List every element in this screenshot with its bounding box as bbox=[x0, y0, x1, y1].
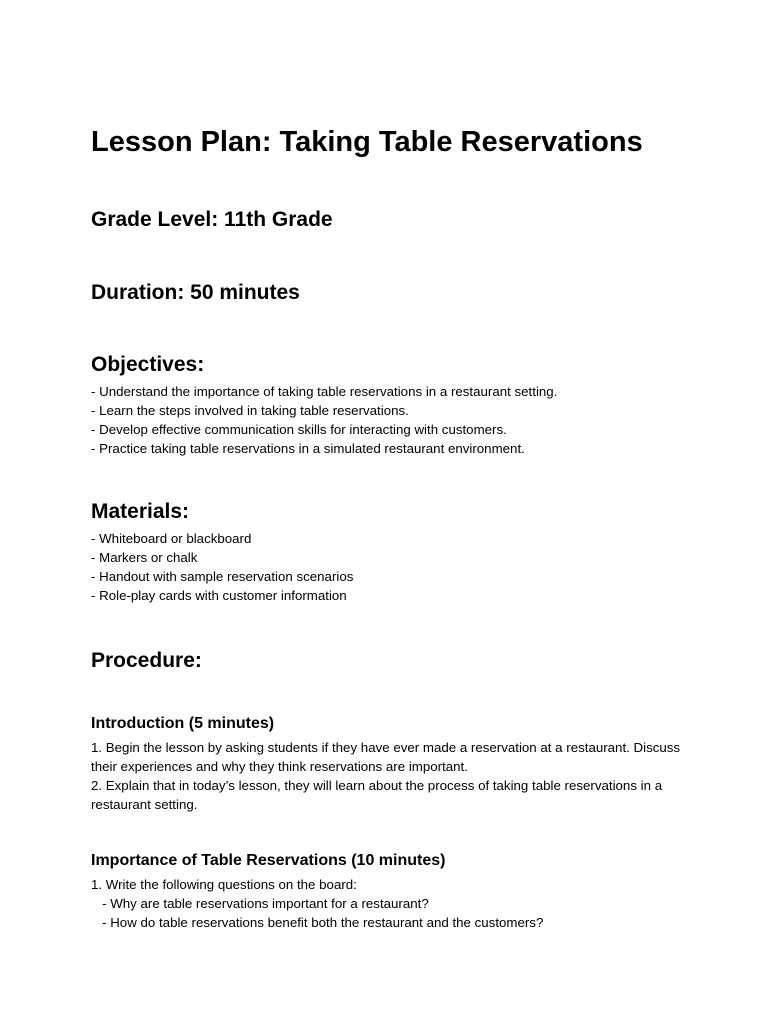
procedure-heading: Procedure: bbox=[91, 649, 202, 672]
material-item: - Whiteboard or blackboard bbox=[91, 531, 252, 546]
objective-item: - Practice taking table reservations in a simulated restaurant environment. bbox=[91, 441, 525, 456]
importance-heading: Importance of Table Reservations (10 minutes) bbox=[91, 852, 446, 869]
materials-list bbox=[91, 529, 353, 605]
introduction-step: 2. Explain that in today’s lesson, they will learn about the process of taking table reservations in a restaurant setting. bbox=[91, 778, 663, 812]
importance-line: 1. Write the following questions on the board: bbox=[91, 877, 357, 892]
importance-line: - How do table reservations benefit both the restaurant and the customers? bbox=[91, 915, 544, 930]
materials-heading: Materials: bbox=[91, 500, 190, 523]
importance-line: - Why are table reservations important for a restaurant? bbox=[91, 896, 429, 911]
grade-level-heading: Grade Level: 11th Grade bbox=[91, 208, 333, 231]
objective-item: - Understand the importance of taking table reservations in a restaurant setting. bbox=[91, 384, 558, 399]
importance-list bbox=[91, 875, 543, 932]
material-item: - Markers or chalk bbox=[91, 550, 198, 565]
objectives-list bbox=[91, 382, 557, 458]
objective-item: - Develop effective communication skills for interacting with customers. bbox=[91, 422, 507, 437]
introduction-heading: Introduction (5 minutes) bbox=[91, 715, 275, 732]
objective-item: - Learn the steps involved in taking table reservations. bbox=[91, 403, 409, 418]
material-item: - Role-play cards with customer information bbox=[91, 588, 347, 603]
material-item: - Handout with sample reservation scenarios bbox=[91, 569, 354, 584]
duration-heading: Duration: 50 minutes bbox=[91, 281, 300, 304]
introduction-step: 1. Begin the lesson by asking students if they have ever made a reservation at a restaurant. Discuss their experiences and why they think reservations are important. bbox=[91, 740, 681, 774]
introduction-steps bbox=[91, 738, 681, 814]
document-title: Lesson Plan: Taking Table Reservations bbox=[91, 126, 643, 158]
objectives-heading: Objectives: bbox=[91, 353, 205, 376]
